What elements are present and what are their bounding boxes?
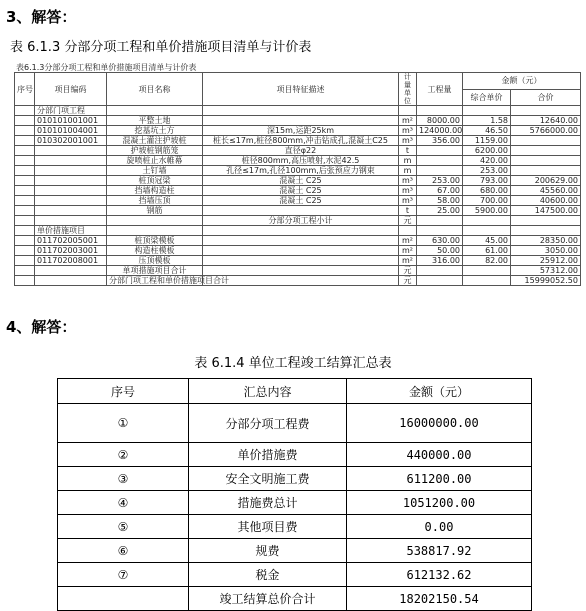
- summary-row: [58, 515, 532, 539]
- cell-qty: 356.00: [417, 136, 463, 146]
- cell-name: [107, 106, 203, 116]
- cell-unit: m³: [399, 186, 417, 196]
- cell-seq: [15, 206, 35, 216]
- cell-unit: m²: [399, 116, 417, 126]
- cell-qty: 58.00: [417, 196, 463, 206]
- cell-feature: [203, 246, 399, 256]
- cell-unit-price: 680.00: [463, 186, 511, 196]
- header-unit-price: 综合单价: [463, 89, 511, 106]
- cell-code: [35, 196, 107, 206]
- section-4-heading: 4、解答：: [6, 318, 77, 336]
- table-row: [15, 176, 581, 186]
- cell-unit: m: [399, 156, 417, 166]
- summary-amount: 16000000.00: [347, 404, 532, 443]
- header-amount: 金额（元）: [463, 73, 581, 90]
- cell-unit: m³: [399, 126, 417, 136]
- cell-unit: m: [399, 166, 417, 176]
- summary-row: [58, 491, 532, 515]
- cell-feature: [203, 226, 399, 236]
- cell-feature: 深15m,运距25km: [203, 126, 399, 136]
- cell-code: [35, 176, 107, 186]
- cell-total: [511, 156, 581, 166]
- cell-seq: [15, 126, 35, 136]
- cell-unit: m³: [399, 176, 417, 186]
- summary-amount: 612132.62: [347, 563, 532, 587]
- cell-qty: 316.00: [417, 256, 463, 266]
- cell-unit-price: 46.50: [463, 126, 511, 136]
- cell-name: 旋喷桩止水帷幕: [107, 156, 203, 166]
- cell-unit: 元: [399, 216, 417, 226]
- table-6-1-3-caption: 表 6.1.3 分部分项工程和单价措施项目清单与计价表: [10, 40, 312, 55]
- header-unit: 计量单位: [399, 73, 417, 106]
- cell-code: [35, 276, 107, 286]
- cell-qty: 50.00: [417, 246, 463, 256]
- cell-name: 平整土地: [107, 116, 203, 126]
- cell-unit-price: 1.58: [463, 116, 511, 126]
- summary-row: [58, 467, 532, 491]
- scanned-table-6-1-3: [14, 62, 580, 296]
- cell-unit: m³: [399, 196, 417, 206]
- cell-feature: 直径φ22: [203, 146, 399, 156]
- settlement-summary-table: [57, 378, 532, 611]
- summary-content: 其他项目费: [189, 515, 347, 539]
- cell-unit-price: [463, 106, 511, 116]
- cell-name: 分部门项工程和单价措施项目合计: [107, 276, 203, 286]
- header-code: 项目编码: [35, 73, 107, 106]
- cell-code: 010101004001: [35, 126, 107, 136]
- table1-body: [15, 106, 581, 286]
- cell-unit: [399, 226, 417, 236]
- cell-total: 57312.00: [511, 266, 581, 276]
- cell-feature: [203, 116, 399, 126]
- cell-name: 混凝土灌注护坡桩: [107, 136, 203, 146]
- table-row: [15, 226, 581, 236]
- cell-code: [35, 156, 107, 166]
- cell-unit: m²: [399, 246, 417, 256]
- cell-name: 挡墙压顶: [107, 196, 203, 206]
- cell-unit-price: 253.00: [463, 166, 511, 176]
- cell-seq: [15, 256, 35, 266]
- cell-code: [35, 266, 107, 276]
- summary-amount: 611200.00: [347, 467, 532, 491]
- table-row: [15, 156, 581, 166]
- table-row: [15, 196, 581, 206]
- cell-qty: 253.00: [417, 176, 463, 186]
- cell-feature: [203, 236, 399, 246]
- cell-qty: [417, 226, 463, 236]
- cell-feature: 桩长≤17m,桩径800mm,冲击钻成孔,混凝土C25: [203, 136, 399, 146]
- cell-code: [35, 216, 107, 226]
- summary-amount: 440000.00: [347, 443, 532, 467]
- cell-total: [511, 166, 581, 176]
- summary-seq: ①: [58, 404, 189, 443]
- cell-name: 桩顶冠梁: [107, 176, 203, 186]
- summary-row: [58, 443, 532, 467]
- table-row: [15, 166, 581, 176]
- cell-total: 15999052.50: [511, 276, 581, 286]
- cell-feature: [203, 266, 399, 276]
- cell-feature: 分部分项工程小计: [203, 216, 399, 226]
- cell-seq: [15, 196, 35, 206]
- cell-seq: [15, 166, 35, 176]
- table-row: [15, 276, 581, 286]
- cell-code: 单价措施项目: [35, 226, 107, 236]
- cell-unit: 元: [399, 276, 417, 286]
- summary-seq: [58, 587, 189, 611]
- cell-unit: [399, 106, 417, 116]
- cell-unit: 元: [399, 266, 417, 276]
- cell-name: 土钉墙: [107, 166, 203, 176]
- cell-total: 45560.00: [511, 186, 581, 196]
- cell-name: [107, 216, 203, 226]
- cell-total: [511, 106, 581, 116]
- summary-row: [58, 587, 532, 611]
- cell-qty: [417, 146, 463, 156]
- summary-seq: ⑦: [58, 563, 189, 587]
- cell-seq: [15, 176, 35, 186]
- cell-feature: 桩径800mm,高压喷射,水泥42.5: [203, 156, 399, 166]
- summary-content: 单价措施费: [189, 443, 347, 467]
- cell-seq: [15, 226, 35, 236]
- cell-name: 桩顶梁模板: [107, 236, 203, 246]
- scanned-table-title: 表6.1.3分部分项工程和单价措施项目清单与计价表: [16, 63, 197, 72]
- cell-seq: [15, 246, 35, 256]
- cell-seq: [15, 156, 35, 166]
- cell-total: 5766000.00: [511, 126, 581, 136]
- cell-code: [35, 146, 107, 156]
- table-row: [15, 106, 581, 116]
- cell-seq: [15, 136, 35, 146]
- cell-total: 147500.00: [511, 206, 581, 216]
- cell-code: [35, 206, 107, 216]
- cell-qty: 630.00: [417, 236, 463, 246]
- cell-unit-price: [463, 266, 511, 276]
- header-name: 项目名称: [107, 73, 203, 106]
- table-row: [15, 146, 581, 156]
- summary-seq: ⑥: [58, 539, 189, 563]
- cell-qty: 124000.00: [417, 126, 463, 136]
- cell-unit: m²: [399, 256, 417, 266]
- cell-feature: 混凝土 C25: [203, 196, 399, 206]
- table-6-1-4-caption: 表 6.1.4 单位工程竣工结算汇总表: [194, 356, 392, 371]
- cell-feature: 孔径≤17m,孔径100mm,后张预应力钢束: [203, 166, 399, 176]
- summary-content: 措施费总计: [189, 491, 347, 515]
- cell-seq: [15, 146, 35, 156]
- cell-code: 011702005001: [35, 236, 107, 246]
- table-row: [15, 266, 581, 276]
- cell-code: 011702003001: [35, 246, 107, 256]
- cell-qty: [417, 266, 463, 276]
- cell-name: 护坡桩钢筋笼: [107, 146, 203, 156]
- cell-name: [107, 226, 203, 236]
- cell-seq: [15, 106, 35, 116]
- cell-qty: [417, 216, 463, 226]
- cell-qty: 67.00: [417, 186, 463, 196]
- summary-seq: ②: [58, 443, 189, 467]
- cell-total: [511, 216, 581, 226]
- cell-total: [511, 226, 581, 236]
- table-row: [15, 126, 581, 136]
- summary-row: [58, 563, 532, 587]
- cell-unit: t: [399, 146, 417, 156]
- cell-qty: [417, 156, 463, 166]
- table-row: [15, 216, 581, 226]
- cell-seq: [15, 266, 35, 276]
- cell-unit-price: [463, 216, 511, 226]
- cell-unit: m²: [399, 236, 417, 246]
- cell-total: 28350.00: [511, 236, 581, 246]
- summary-body: [58, 404, 532, 611]
- cell-qty: [417, 166, 463, 176]
- table-row: [15, 256, 581, 266]
- summary-content: 安全文明施工费: [189, 467, 347, 491]
- cell-seq: [15, 216, 35, 226]
- cell-unit-price: 700.00: [463, 196, 511, 206]
- table-row: [15, 236, 581, 246]
- summary-header-row: [58, 379, 532, 404]
- table-row: [15, 246, 581, 256]
- table-row: [15, 136, 581, 146]
- summary-seq: ③: [58, 467, 189, 491]
- cell-unit-price: [463, 226, 511, 236]
- cell-code: [35, 186, 107, 196]
- summary-amount: 538817.92: [347, 539, 532, 563]
- cell-total: [511, 146, 581, 156]
- bill-of-quantities-table: [14, 72, 581, 286]
- header-qty: 工程量: [417, 73, 463, 106]
- cell-name: 压顶模板: [107, 256, 203, 266]
- cell-total: 200629.00: [511, 176, 581, 186]
- cell-total: [511, 136, 581, 146]
- summary-content: 分部分项工程费: [189, 404, 347, 443]
- cell-feature: 混凝土 C25: [203, 186, 399, 196]
- cell-unit-price: 793.00: [463, 176, 511, 186]
- cell-feature: [203, 256, 399, 266]
- summary-content: 税金: [189, 563, 347, 587]
- summary-row: [58, 404, 532, 443]
- cell-name: 挖基坑土方: [107, 126, 203, 136]
- cell-feature: [203, 276, 399, 286]
- cell-code: 010101001001: [35, 116, 107, 126]
- table-row: [15, 206, 581, 216]
- table-header-row: [15, 73, 581, 90]
- cell-name: 挡墙构造柱: [107, 186, 203, 196]
- cell-total: 12640.00: [511, 116, 581, 126]
- cell-unit-price: [463, 276, 511, 286]
- cell-unit: t: [399, 206, 417, 216]
- cell-total: 25912.00: [511, 256, 581, 266]
- summary-header-seq: 序号: [58, 379, 189, 404]
- cell-code: 011702008001: [35, 256, 107, 266]
- table-row: [15, 186, 581, 196]
- summary-amount: 18202150.54: [347, 587, 532, 611]
- cell-unit: m³: [399, 136, 417, 146]
- summary-content: 竣工结算总价合计: [189, 587, 347, 611]
- cell-feature: [203, 106, 399, 116]
- cell-qty: [417, 276, 463, 286]
- cell-seq: [15, 116, 35, 126]
- cell-code: 分部门项工程: [35, 106, 107, 116]
- header-total: 合价: [511, 89, 581, 106]
- table-row: [15, 116, 581, 126]
- cell-name: 钢筋: [107, 206, 203, 216]
- cell-unit-price: 61.00: [463, 246, 511, 256]
- summary-header-content: 汇总内容: [189, 379, 347, 404]
- summary-amount: 1051200.00: [347, 491, 532, 515]
- cell-total: 3050.00: [511, 246, 581, 256]
- cell-code: [35, 166, 107, 176]
- cell-unit-price: 420.00: [463, 156, 511, 166]
- summary-row: [58, 539, 532, 563]
- cell-unit-price: 82.00: [463, 256, 511, 266]
- summary-amount: 0.00: [347, 515, 532, 539]
- cell-feature: 混凝土 C25: [203, 176, 399, 186]
- cell-qty: 8000.00: [417, 116, 463, 126]
- summary-seq: ⑤: [58, 515, 189, 539]
- cell-total: 40600.00: [511, 196, 581, 206]
- cell-unit-price: 45.00: [463, 236, 511, 246]
- summary-seq: ④: [58, 491, 189, 515]
- cell-unit-price: 5900.00: [463, 206, 511, 216]
- cell-seq: [15, 186, 35, 196]
- cell-unit-price: 6200.00: [463, 146, 511, 156]
- cell-name: 单项措施项目合计: [107, 266, 203, 276]
- cell-code: 010302001001: [35, 136, 107, 146]
- cell-seq: [15, 276, 35, 286]
- cell-feature: [203, 206, 399, 216]
- cell-qty: 25.00: [417, 206, 463, 216]
- cell-unit-price: 1159.00: [463, 136, 511, 146]
- summary-header-amount: 金额（元）: [347, 379, 532, 404]
- cell-name: 构造柱模板: [107, 246, 203, 256]
- header-feature: 项目特征描述: [203, 73, 399, 106]
- summary-content: 规费: [189, 539, 347, 563]
- cell-qty: [417, 106, 463, 116]
- section-3-heading: 3、解答：: [6, 8, 77, 26]
- cell-seq: [15, 236, 35, 246]
- header-seq: 序号: [15, 73, 35, 106]
